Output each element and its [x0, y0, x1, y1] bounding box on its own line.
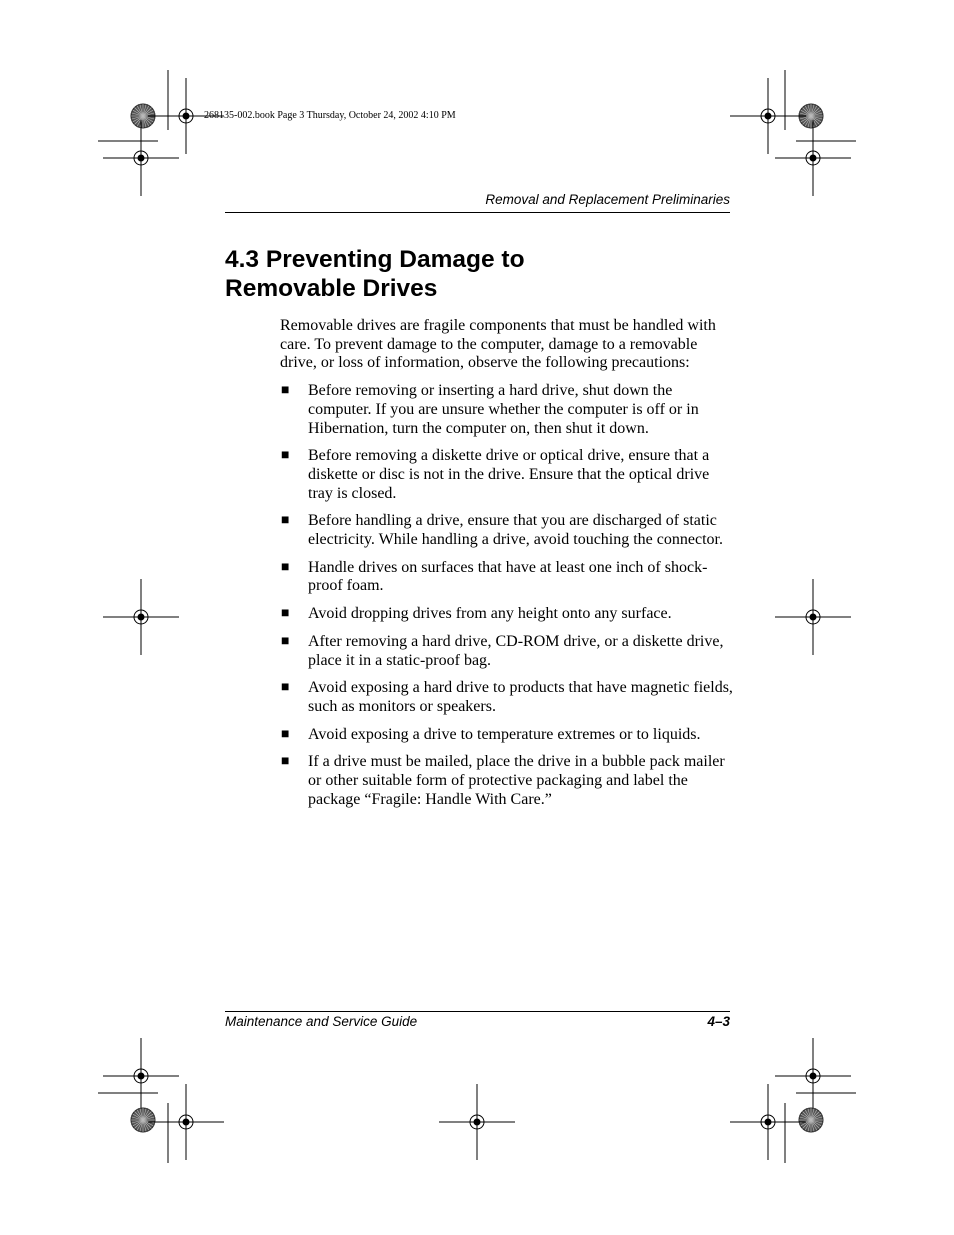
precautions-list: [280, 382, 735, 809]
body-content: [280, 317, 735, 818]
registration-dot-icon: [765, 113, 771, 119]
registration-dot-icon: [810, 155, 816, 161]
list-item: [280, 447, 735, 503]
registration-dot-icon: [138, 1073, 144, 1079]
list-item: [280, 753, 735, 809]
section-title-line-2: Removable Drives: [225, 275, 438, 302]
intro-paragraph: Removable drives are fragile components that must be handled with care. To prevent damage to the computer, damage to a removable drive, or loss of information, observe the following precautions:: [280, 317, 716, 372]
section-title-line-1: 4.3 Preventing Damage to: [225, 246, 525, 273]
registration-dot-icon: [810, 614, 816, 620]
section-title: [225, 245, 725, 303]
list-item: [280, 559, 735, 596]
list-item-text: Avoid exposing a drive to temperature extremes or to liquids.: [308, 725, 701, 743]
list-item-text: If a drive must be mailed, place the drive in a bubble pack mailer or other suitable form of protective packaging and label the package “Fragile: Handle With Care.”: [308, 753, 725, 808]
registration-dot-icon: [474, 1119, 480, 1125]
registration-dot-icon: [183, 113, 189, 119]
list-item: [280, 633, 735, 670]
square-bullet-icon: ■: [281, 633, 290, 649]
list-item-text: Before removing or inserting a hard drive, shut down the computer. If you are unsure whether the computer is off or in Hibernation, turn the computer on, then shut it down.: [308, 382, 699, 437]
list-item: [280, 605, 735, 624]
list-item-text: Avoid exposing a hard drive to products that have magnetic fields, such as monitors or speakers.: [308, 679, 733, 715]
list-item: [280, 512, 735, 549]
footer-guide-name: Maintenance and Service Guide: [225, 1014, 418, 1029]
running-header: Removal and Replacement Preliminaries: [485, 192, 730, 207]
list-item-text: Before removing a diskette drive or optical drive, ensure that a diskette or disc is not in the drive. Ensure that the optical drive tray is closed.: [308, 447, 710, 502]
registration-dot-icon: [183, 1119, 189, 1125]
list-item-text: Before handling a drive, ensure that you are discharged of static electricity. While handling a drive, avoid touching the connector.: [308, 512, 723, 549]
registration-dot-icon: [138, 614, 144, 620]
list-item-text: Handle drives on surfaces that have at least one inch of shock-proof foam.: [308, 558, 708, 595]
footer-rule: [225, 1011, 730, 1012]
square-bullet-icon: ■: [281, 680, 290, 696]
registration-dot-icon: [138, 155, 144, 161]
square-bullet-icon: ■: [281, 754, 290, 770]
registration-dot-icon: [765, 1119, 771, 1125]
list-item: [280, 382, 735, 438]
list-item: [280, 726, 735, 745]
list-item: [280, 679, 735, 716]
print-slug-line: 268135-002.book Page 3 Thursday, October 24, 2002 4:10 PM: [204, 110, 456, 121]
footer-page-number: 4–3: [707, 1014, 730, 1029]
registration-dot-icon: [810, 1073, 816, 1079]
square-bullet-icon: ■: [281, 513, 290, 529]
list-item-text: After removing a hard drive, CD-ROM drive, or a diskette drive, place it in a static-proof bag.: [308, 632, 724, 669]
header-rule: [225, 212, 730, 213]
square-bullet-icon: ■: [281, 448, 290, 464]
square-bullet-icon: ■: [281, 726, 290, 742]
square-bullet-icon: ■: [281, 383, 290, 399]
square-bullet-icon: ■: [281, 606, 290, 622]
list-item-text: Avoid dropping drives from any height onto any surface.: [308, 605, 672, 623]
square-bullet-icon: ■: [281, 559, 290, 575]
